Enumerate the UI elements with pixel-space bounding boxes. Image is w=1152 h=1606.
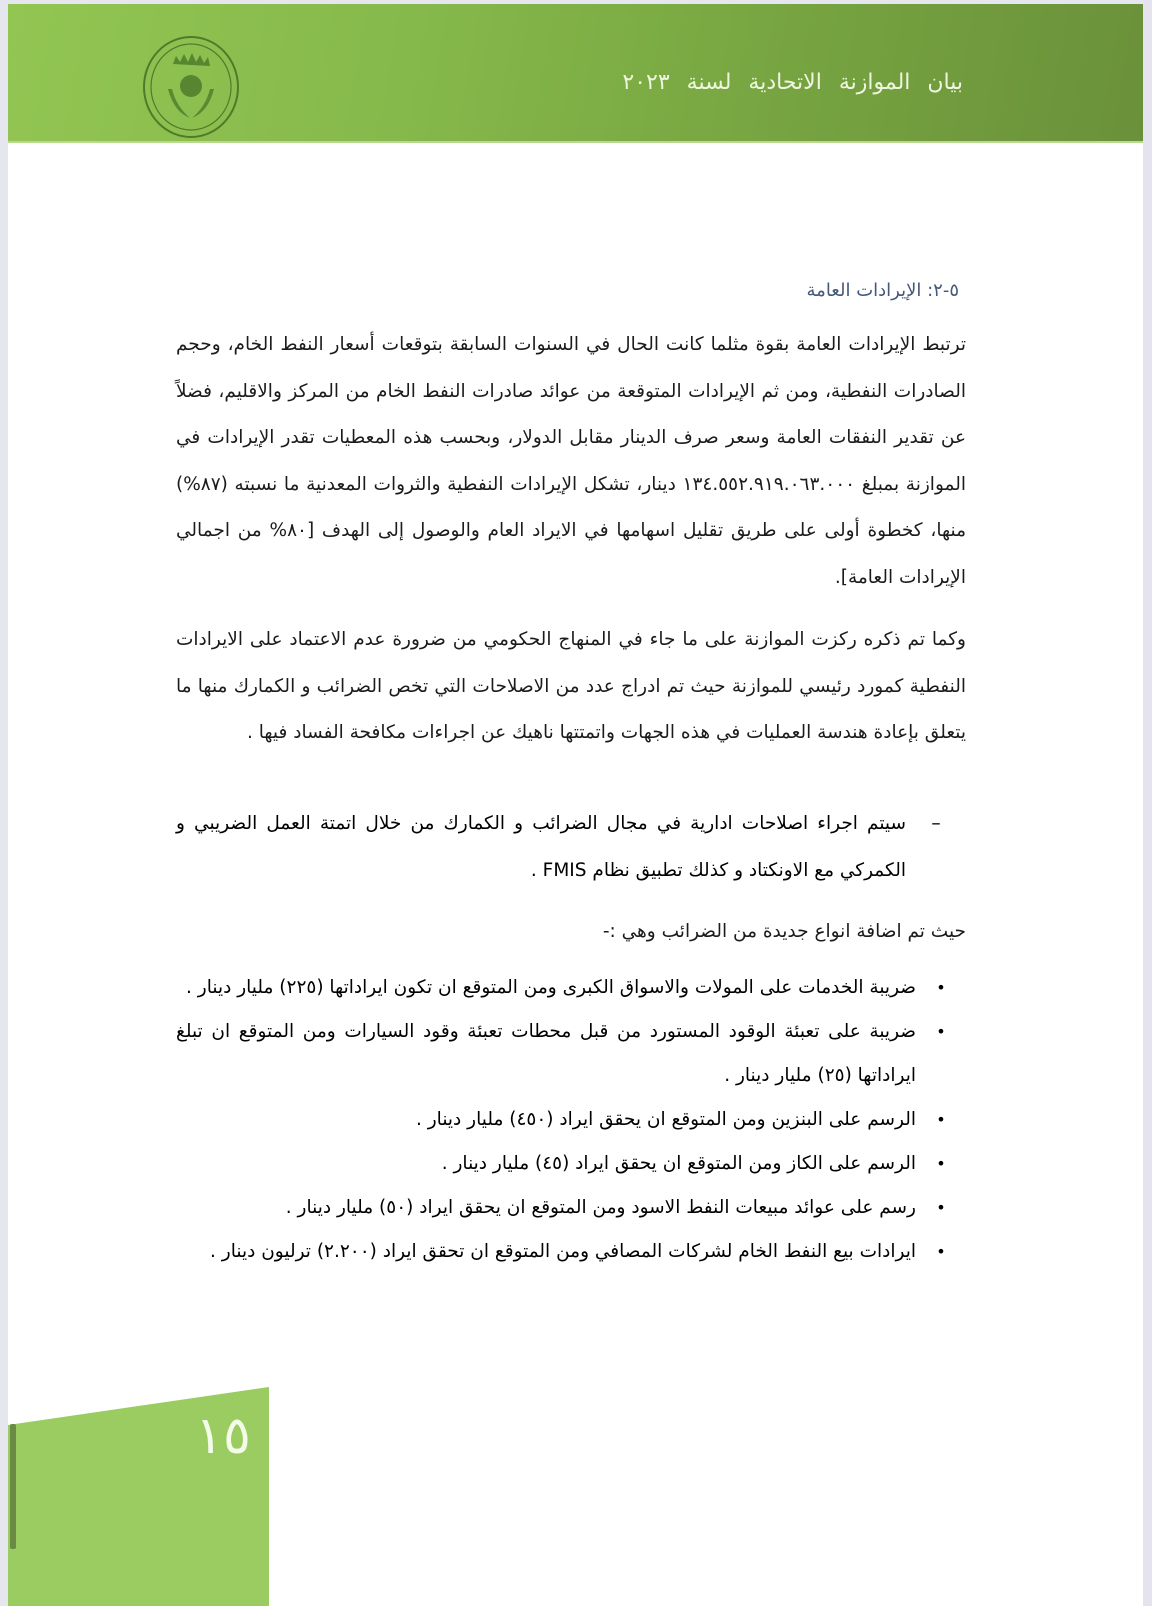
list-item (176, 1010, 966, 1098)
list-item-text: الرسم على البنزين ومن المتوقع ان يحقق ايراد (٤٥٠) مليار دينار . (415, 1109, 916, 1130)
tab-edge-stripe (10, 1424, 16, 1549)
dash-marker: – (931, 813, 941, 834)
government-seal-icon (140, 34, 242, 140)
dash-list-item (176, 801, 966, 894)
bullet-icon: • (936, 1110, 946, 1129)
list-item (176, 966, 966, 1010)
bullet-icon: • (936, 1198, 946, 1217)
paragraph-revenue-overview: ترتبط الإيرادات العامة بقوة مثلما كانت الحال في السنوات السابقة بتوقعات أسعار النفط الخام، وحجم الصادرات النفطية، ومن ثم الإيرادات المتوقعة من عوائد صادرات النفط الخام من المركز والاقليم، فضلاً عن تقدير النفقات العامة وسعر صرف الدينار مقابل الدولار، وبحسب هذه المعطيات تقدر الإيرادات في الموازنة بمبلغ ١٣٤.٥٥٢.٩١٩.٠٦٣.٠٠٠ دينار، تشكل الإيرادات النفطية والثروات المعدنية ما نسبته (٨٧%) منها، كخطوة أولى على طريق تقليل اسهامها في الايراد العام والوصول إلى الهدف [٨٠% من اجمالي الإيرادات العامة]. (176, 334, 967, 588)
header-banner (8, 4, 1143, 143)
list-item-text: ضريبة الخدمات على المولات والاسواق الكبرى ومن المتوقع ان تكون ايراداتها (٢٢٥) مليار دينار . (186, 977, 916, 998)
bullet-icon: • (936, 1154, 946, 1173)
list-item-text: الرسم على الكاز ومن المتوقع ان يحقق ايراد (٤٥) مليار دينار . (441, 1153, 916, 1174)
list-item (176, 1142, 966, 1186)
page-number: ١٥ (195, 1406, 251, 1466)
new-taxes-list (176, 966, 966, 1274)
document-page (8, 4, 1143, 1606)
list-item-text: ضريبة على تعبئة الوقود المستورد من قبل محطات تعبئة وقود السيارات ومن المتوقع ان تبلغ ايراداتها (٢٥) مليار دينار . (176, 1021, 916, 1086)
viewer-edge (1143, 0, 1152, 1606)
paragraph-reforms: وكما تم ذكره ركزت الموازنة على ما جاء في المنهاج الحكومي من ضرورة عدم الاعتماد على الايرادات النفطية كمورد رئيسي للموازنة حيث تم ادراج عدد من الاصلاحات التي تخص الضرائب و الكمارك منها ما يتعلق بإعادة هندسة العمليات في هذه الجهات واتمتتها ناهيك عن اجراءات مكافحة الفساد فيها . (176, 629, 966, 743)
bullet-icon: • (936, 978, 946, 997)
list-item (176, 1230, 966, 1274)
bullet-icon: • (936, 1242, 946, 1261)
list-item (176, 1098, 966, 1142)
bullet-icon: • (936, 1022, 946, 1041)
list-item-text: ايرادات بيع النفط الخام لشركات المصافي ومن المتوقع ان تحقق ايراد (٢.٢٠٠) ترليون دينار . (210, 1241, 916, 1262)
list-item (176, 1186, 966, 1230)
dash-item-text: سيتم اجراء اصلاحات ادارية في مجال الضرائب و الكمارك من خلال اتمتة العمل الضريبي و الكمركي مع الاونكتاد و كذلك تطبيق نظام FMIS . (176, 813, 906, 881)
new-taxes-intro: حيث تم اضافة انواع جديدة من الضرائب وهي :- (602, 921, 966, 942)
list-item-text: رسم على عوائد مبيعات النفط الاسود ومن المتوقع ان يحقق ايراد (٥٠) مليار دينار . (285, 1197, 916, 1218)
document-title: بيان الموازنة الاتحادية لسنة ٢٠٢٣ (622, 70, 963, 95)
section-heading: ٥-٢: الإيرادات العامة (806, 280, 959, 301)
